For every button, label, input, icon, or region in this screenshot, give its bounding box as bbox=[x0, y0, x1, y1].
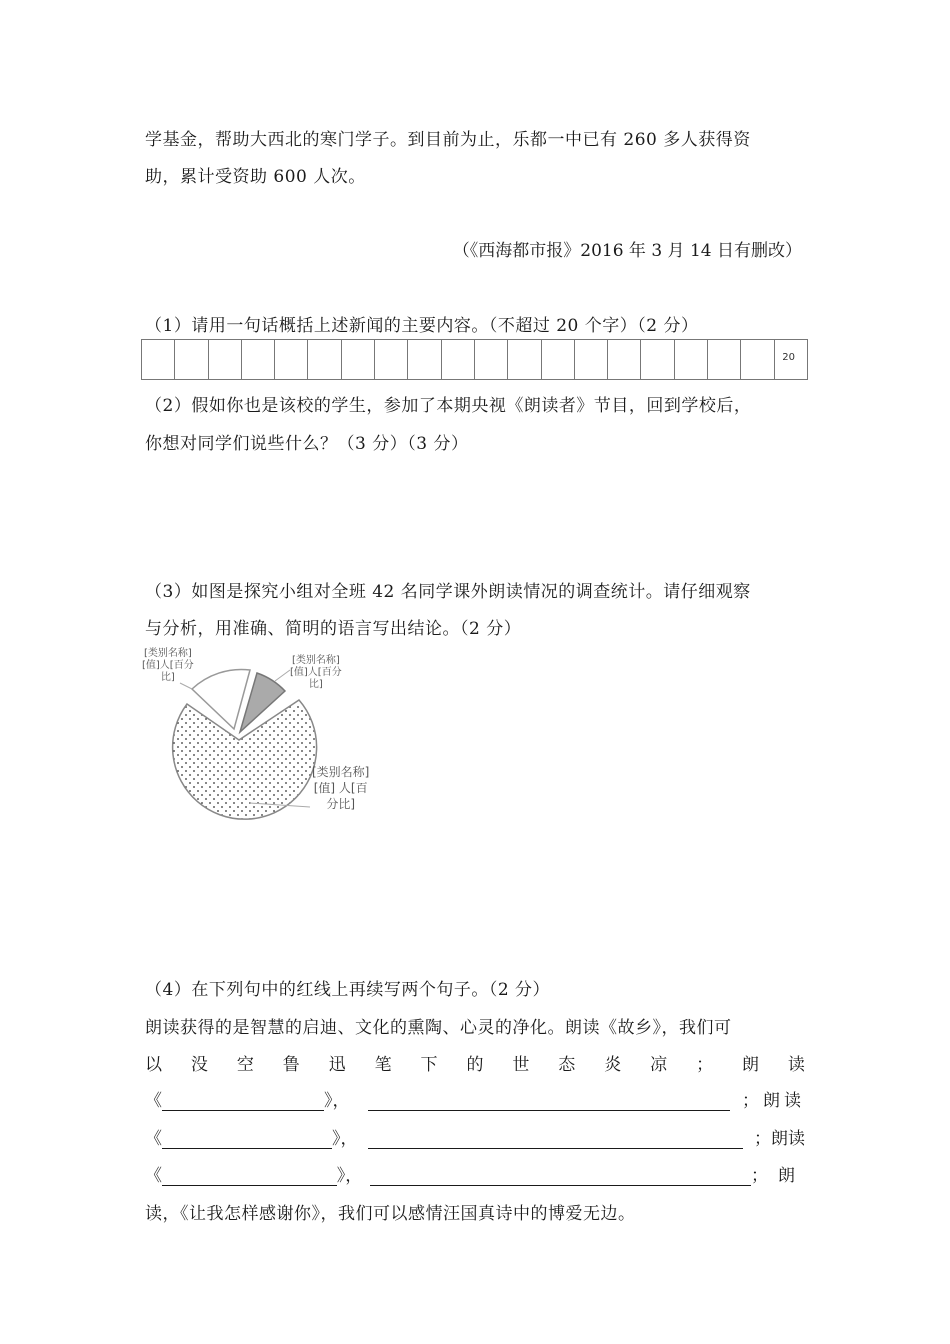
grid-cell[interactable] bbox=[375, 340, 408, 379]
fill-row-1: 《 》， ；朗读 bbox=[145, 1091, 805, 1111]
grid-cell[interactable] bbox=[708, 340, 741, 379]
q4-line-2: 以 没 空 鲁 迅 笔 下 的 世 态 炎 凉 ； 朗 读 bbox=[145, 1055, 805, 1075]
grid-cell[interactable] bbox=[342, 340, 375, 379]
article-line-2: 助，累计受资助 600 人次。 bbox=[145, 167, 366, 187]
q3-line-2: 与分析，用准确、简明的语言写出结论。（2 分） bbox=[145, 619, 522, 639]
q4-last-line: 读，《让我怎样感谢你》，我们可以感情汪国真诗中的博爱无边。 bbox=[145, 1204, 636, 1224]
book-title-blank[interactable] bbox=[162, 1092, 324, 1111]
grid-cell-20[interactable] bbox=[775, 340, 807, 379]
sentence-blank[interactable] bbox=[370, 1167, 751, 1186]
grid-cell[interactable] bbox=[308, 340, 341, 379]
q1-text: （1）请用一句话概括上述新闻的主要内容。（不超过 20 个字）（2 分） bbox=[145, 316, 699, 336]
q3-line-1: （3）如图是探究小组对全班 42 名同学课外朗读情况的调查统计。请仔细观察 bbox=[145, 582, 751, 602]
fill-row-3: 《 》， ；朗 bbox=[145, 1166, 805, 1186]
grid-cell[interactable] bbox=[442, 340, 475, 379]
book-title-blank[interactable] bbox=[162, 1167, 337, 1186]
grid-cell[interactable] bbox=[475, 340, 508, 379]
pie-label-gray: [类别名称] [值]人[百分 比] bbox=[290, 655, 342, 690]
article-source: （《西海都市报》2016 年 3 月 14 日有删改） bbox=[452, 241, 802, 261]
answer-grid[interactable] bbox=[141, 339, 808, 380]
q4-line-1: 朗读获得的是智慧的启迪、文化的熏陶、心灵的净化。朗读《故乡》，我们可 bbox=[145, 1018, 732, 1038]
sentence-blank[interactable] bbox=[368, 1092, 730, 1111]
q4-title: （4）在下列句中的红线上再续写两个句子。（2 分） bbox=[145, 980, 551, 1000]
pie-label-dotted: [类别名称] [值] 人[百 分比] bbox=[312, 765, 370, 811]
grid-cell[interactable] bbox=[408, 340, 441, 379]
grid-cell[interactable] bbox=[741, 340, 774, 379]
grid-cell[interactable] bbox=[641, 340, 674, 379]
grid-cell[interactable] bbox=[209, 340, 242, 379]
pie-label-white: [类别名称] [值]人[百分 比] bbox=[142, 648, 194, 683]
fill-row-2: 《 》， ；朗读 bbox=[145, 1129, 805, 1149]
grid-cell[interactable] bbox=[508, 340, 541, 379]
book-title-blank[interactable] bbox=[162, 1130, 332, 1149]
grid-count-label: 20 bbox=[782, 352, 795, 363]
grid-cell[interactable] bbox=[542, 340, 575, 379]
grid-cell[interactable] bbox=[675, 340, 708, 379]
grid-cell[interactable] bbox=[142, 340, 175, 379]
grid-cell[interactable] bbox=[275, 340, 308, 379]
article-line-1: 学基金，帮助大西北的寒门学子。到目前为止，乐都一中已有 260 多人获得资 bbox=[145, 130, 751, 150]
grid-cell[interactable] bbox=[608, 340, 641, 379]
grid-cell[interactable] bbox=[175, 340, 208, 379]
grid-cell[interactable] bbox=[575, 340, 608, 379]
leader-line-gray bbox=[275, 670, 290, 681]
grid-cell[interactable] bbox=[242, 340, 275, 379]
q2-line-2: 你想对同学们说些什么？（3 分）（3 分） bbox=[145, 434, 469, 454]
sentence-blank[interactable] bbox=[368, 1130, 743, 1149]
q2-line-1: （2）假如你也是该校的学生，参加了本期央视《朗读者》节目，回到学校后， bbox=[145, 396, 752, 416]
